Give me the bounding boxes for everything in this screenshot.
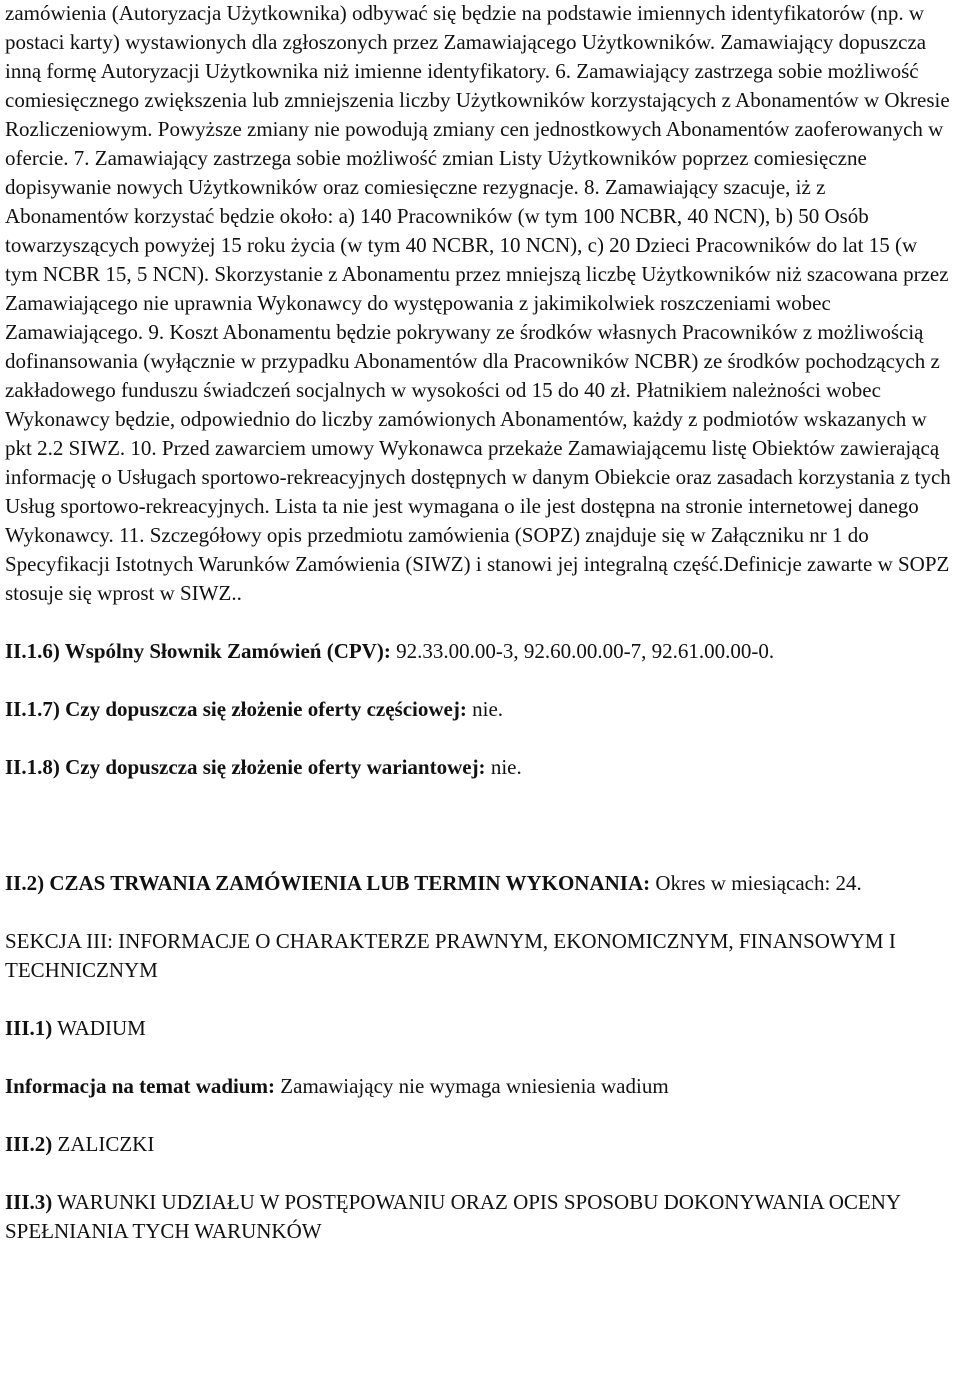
wadium-info-label: Informacja na temat wadium:	[5, 1074, 276, 1098]
wadium-title: WADIUM	[52, 1016, 146, 1040]
main-paragraph: zamówienia (Autoryzacja Użytkownika) odbywać się będzie na podstawie imiennych identyfikatorów (np. w postaci karty) wystawionych dla zgłoszonych przez Zamawiającego Użytkowników. Zamawiający dopuszcza inną formę Autoryzacji Użytkownika niż imienne identyfikatory. 6. Zamawiający zastrzega sobie możliwość comiesięcznego zwiększenia lub zmniejszenia liczby Użytkowników korzystających z Abonamentów w Okresie Rozliczeniowym. Powyższe zmiany nie powodują zmiany cen jednostkowych Abonamentów zaoferowanych w ofercie. 7. Zamawiający zastrzega sobie możliwość zmian Listy Użytkowników poprzez comiesięczne dopisywanie nowych Użytkowników oraz comiesięczne rezygnacje. 8. Zamawiający szacuje, iż z Abonamentów korzystać będzie około: a) 140 Pracowników (w tym 100 NCBR, 40 NCN), b) 50 Osób towarzyszących powyżej 15 roku życia (w tym 40 NCBR, 10 NCN), c) 20 Dzieci Pracowników do lat 15 (w tym NCBR 15, 5 NCN). Skorzystanie z Abonamentu przez mniejszą liczbę Użytkowników niż szacowana przez Zamawiającego nie uprawnia Wykonawcy do występowania z jakimikolwiek roszczeniami wobec Zamawiającego. 9. Koszt Abonamentu będzie pokrywany ze środków własnych Pracowników z możliwością dofinansowania (wyłącznie w przypadku Abonamentów dla Pracowników NCBR) ze środków pochodzących z zakładowego funduszu świadczeń socjalnych w wysokości od 15 do 40 zł. Płatnikiem należności wobec Wykonawcy będzie, odpowiednio do liczby zamówionych Abonamentów, każdy z podmiotów wskazanych w pkt 2.2 SIWZ. 10. Przed zawarciem umowy Wykonawca przekaże Zamawiającemu listę Obiektów zawierającą informację o Usługach sportowo-rekreacyjnych dostępnych w danym Obiekcie oraz zasadach korzystania z tych Usług sportowo-rekreacyjnych. Lista ta nie jest wymagana o ile jest dostępna na stronie internetowej danego Wykonawcy. 11. Szczegółowy opis przedmiotu zamówienia (SOPZ) znajduje się w Załączniku nr 1 do Specyfikacji Istotnych Warunków Zamówienia (SIWZ) i stanowi jej integralną część.Definicje zawarte w SOPZ stosuje się wprost w SIWZ..	[5, 1, 951, 605]
document-page	[5, 0, 953, 1246]
variant-offer-value: nie.	[485, 755, 522, 779]
advances-prefix: III.2)	[5, 1132, 53, 1156]
partial-offer-line	[5, 695, 953, 724]
advances-title: ZALICZKI	[52, 1132, 155, 1156]
partial-offer-label: II.1.7) Czy dopuszcza się złożenie oferty częściowej:	[5, 697, 467, 721]
variant-offer-label: II.1.8) Czy dopuszcza się złożenie oferty wariantowej:	[5, 755, 486, 779]
wadium-prefix: III.1)	[5, 1016, 53, 1040]
cpv-value: 92.33.00.00-3, 92.60.00.00-7, 92.61.00.00-0.	[390, 639, 775, 663]
wadium-info-value: Zamawiający nie wymaga wniesienia wadium	[275, 1074, 669, 1098]
partial-offer-value: nie.	[466, 697, 504, 721]
cpv-line	[5, 637, 953, 666]
conditions-prefix: III.3)	[5, 1190, 53, 1214]
duration-value: Okres w miesiącach: 24.	[650, 871, 862, 895]
conditions-title: WARUNKI UDZIAŁU W POSTĘPOWANIU ORAZ OPIS SPOSOBU DOKONYWANIA OCENY SPEŁNIANIA TYCH WARUNKÓW	[5, 1190, 901, 1243]
duration-label: II.2) CZAS TRWANIA ZAMÓWIENIA LUB TERMIN WYKONANIA:	[5, 871, 651, 895]
section3-title: SEKCJA III: INFORMACJE O CHARAKTERZE PRAWNYM, EKONOMICZNYM, FINANSOWYM I TECHNICZNYM	[5, 929, 896, 982]
conditions-heading	[5, 1188, 953, 1246]
advances-heading	[5, 1130, 953, 1159]
cpv-label: II.1.6) Wspólny Słownik Zamówień (CPV):	[5, 639, 391, 663]
wadium-info-line	[5, 1072, 953, 1101]
wadium-heading	[5, 1014, 953, 1043]
variant-offer-line	[5, 753, 953, 782]
duration-line	[5, 869, 953, 898]
